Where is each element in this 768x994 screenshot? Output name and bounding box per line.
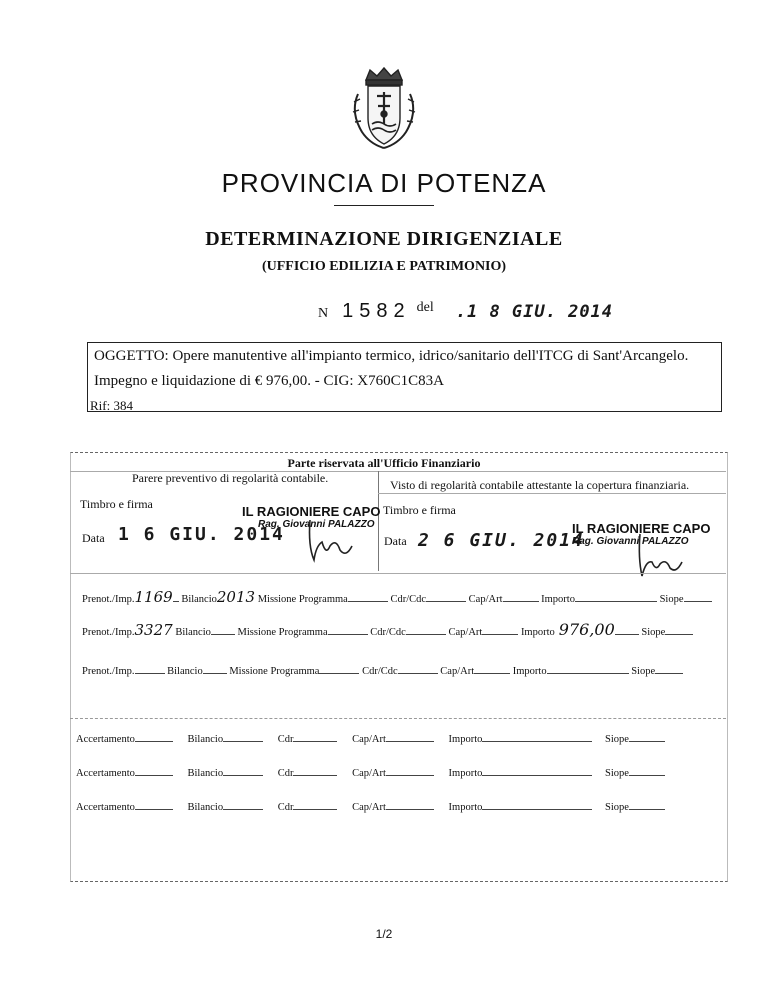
importo-label: Importo (448, 734, 483, 745)
prenot-value: 1169 (134, 588, 173, 606)
cdr-label: Cdr/Cdc (390, 594, 427, 605)
finance-title: Parte riservata all'Ufficio Finanziario (287, 456, 481, 470)
bilancio-label: Bilancio (175, 627, 211, 638)
missione-label: Missione Programma (237, 627, 328, 638)
right-stamp-label: Timbro e firma (383, 503, 456, 517)
subject-box (87, 342, 722, 412)
commit-row-3 (82, 662, 722, 677)
right-heading-line (378, 493, 726, 494)
siope-label: Siope (605, 734, 629, 745)
siope-label: Siope (605, 802, 629, 813)
commit-row-1 (82, 588, 722, 606)
missione-label: Missione Programma (229, 666, 320, 677)
prenot-label: Prenot./Imp. (82, 627, 135, 638)
bilancio-label: Bilancio (181, 594, 217, 605)
accert-label: Accertamento (76, 768, 135, 779)
importo-label: Importo (512, 666, 547, 677)
importo-label: Importo (448, 768, 483, 779)
bilancio-label: Bilancio (187, 802, 224, 813)
document-type: DETERMINAZIONE DIRIGENZIALE (205, 228, 563, 250)
bilancio-label: Bilancio (167, 666, 203, 677)
accert-row-2 (76, 764, 726, 779)
page-number: 1/2 (375, 927, 393, 941)
determination-number: 1582 (342, 300, 411, 322)
importo-label: Importo (520, 627, 555, 638)
right-seal-title: IL RAGIONIERE CAPO (572, 521, 711, 536)
siope-label: Siope (659, 594, 684, 605)
importo-label: Importo (541, 594, 575, 605)
accert-row-3 (76, 798, 726, 813)
prenot-label: Prenot./Imp. (82, 666, 135, 677)
importo-value: 976,00 (558, 620, 615, 639)
cap-label: Cap/Art (352, 734, 386, 745)
right-seal-name: Rag. Giovanni PALAZZO (572, 536, 689, 547)
accert-divider (70, 718, 726, 719)
office-name: (UFFICIO EDILIZIA E PATRIMONIO) (261, 259, 507, 274)
province-title: PROVINCIA DI POTENZA (221, 168, 547, 198)
right-date-label: Data (384, 534, 407, 548)
determination-date-stamp: .1 8 GIU. 2014 (455, 302, 614, 322)
cdr-label: Cdr (277, 802, 294, 813)
left-signature-icon (300, 516, 360, 571)
cap-label: Cap/Art (468, 594, 503, 605)
reference: Rif: 384 (90, 398, 133, 413)
prenot-label: Prenot./Imp. (82, 594, 135, 605)
title-underline (334, 205, 434, 206)
siope-label: Siope (605, 768, 629, 779)
provincial-crest-icon (344, 66, 424, 152)
importo-label: Importo (448, 802, 483, 813)
accert-row-1 (76, 730, 726, 745)
siope-label: Siope (631, 666, 656, 677)
subject-line-2: Impegno e liquidazione di € 976,00. - CIG: X760C1C83A (94, 373, 444, 389)
bilancio-value: 2013 (216, 588, 256, 606)
determination-number-row (318, 300, 613, 323)
cdr-label: Cdr/Cdc (370, 627, 406, 638)
bilancio-label: Bilancio (187, 768, 224, 779)
cdr-label: Cdr (277, 734, 294, 745)
cdr-label: Cdr/Cdc (362, 666, 398, 677)
right-signature-icon (620, 532, 690, 587)
subject-line-1: OGGETTO: Opere manutentive all'impianto termico, idrico/sanitario dell'ITCG di Sant'Arcangelo. (94, 348, 689, 364)
prenot-value: 3327 (134, 621, 173, 639)
cap-label: Cap/Art (352, 802, 386, 813)
cap-label: Cap/Art (448, 627, 483, 638)
date-label: del (416, 300, 434, 315)
column-divider (378, 471, 379, 571)
accert-label: Accertamento (76, 802, 135, 813)
left-seal-name: Rag. Giovanni PALAZZO (258, 519, 375, 530)
commit-row-2 (82, 620, 722, 639)
right-heading: Visto di regolarità contabile attestante la copertura finanziaria. (390, 478, 690, 492)
cap-label: Cap/Art (440, 666, 475, 677)
bilancio-label: Bilancio (187, 734, 224, 745)
right-date-stamp: 2 6 GIU. 2014 (418, 530, 585, 551)
left-date-stamp: 1 6 GIU. 2014 (118, 524, 285, 545)
left-heading: Parere preventivo di regolarità contabile. (132, 471, 329, 485)
siope-label: Siope (641, 627, 666, 638)
missione-label: Missione Programma (257, 594, 348, 605)
accert-label: Accertamento (76, 734, 135, 745)
left-stamp-label: Timbro e firma (80, 497, 153, 511)
signature-bottom-line (70, 573, 726, 574)
cap-label: Cap/Art (352, 768, 386, 779)
left-seal-title: IL RAGIONIERE CAPO (242, 504, 381, 519)
cdr-label: Cdr (277, 768, 294, 779)
number-label: N (318, 306, 329, 321)
left-date-label: Data (82, 531, 105, 545)
